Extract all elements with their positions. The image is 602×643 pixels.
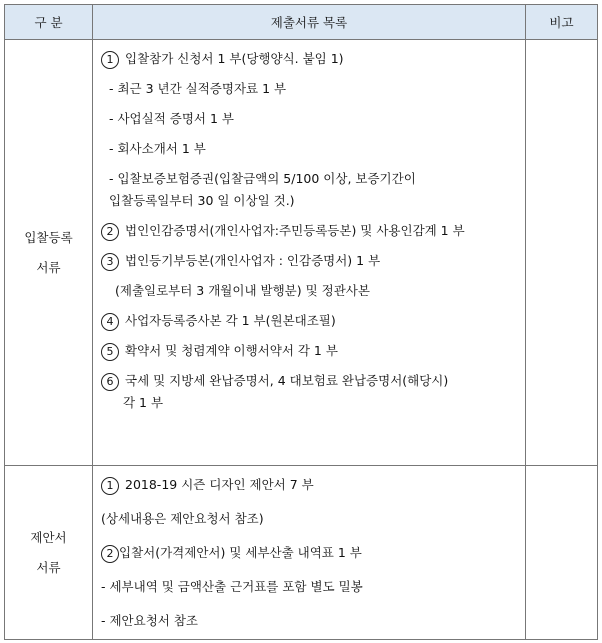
category-cell <box>5 466 93 640</box>
list-item-text: 국세 및 지방세 완납증명서, 4 대보험료 완납증명서(해당시) <box>125 373 449 388</box>
list-item: (제출일로부터 3 개월이내 발행분) 및 정관사본 <box>115 283 370 298</box>
list-item: - 사업실적 증명서 1 부 <box>109 111 234 126</box>
list-item: (상세내용은 제안요청서 참조) <box>101 511 264 526</box>
list-item-text: - 입찰보증보험증권(입찰금액의 5/100 이상, 보증기간이 <box>109 171 416 186</box>
list-item <box>93 366 525 418</box>
list-item-text: 법인등기부등본(개인사업자 : 인감증명서) 1 부 <box>125 253 381 268</box>
list-item-text: 법인인감증명서(개인사업자:주민등록등본) 및 사용인감계 1 부 <box>125 223 465 238</box>
list-item <box>93 306 525 336</box>
note-cell <box>526 40 598 466</box>
list-item-text: 입찰서(가격제안서) 및 세부산출 내역표 1 부 <box>119 545 362 560</box>
circled-number: 5 <box>101 343 119 361</box>
list-item <box>93 216 525 246</box>
category-label-line1: 입찰등록 <box>24 229 73 245</box>
header-note: 비고 <box>526 5 598 40</box>
list-item-continuation: 입찰등록일부터 30 일 이상일 것.) <box>109 193 295 208</box>
circled-number: 1 <box>101 477 119 495</box>
document-list <box>93 466 526 640</box>
section-proposal <box>5 466 598 640</box>
list-item: - 최근 3 년간 실적증명자료 1 부 <box>109 81 287 96</box>
list-item-text: 2018-19 시즌 디자인 제안서 7 부 <box>125 477 314 492</box>
list-item <box>93 536 525 570</box>
circled-number: 2 <box>101 545 119 563</box>
circled-number: 4 <box>101 313 119 331</box>
category-cell <box>5 40 93 466</box>
list-item-text: 사업자등록증사본 각 1 부(원본대조필) <box>125 313 336 328</box>
list-item <box>93 44 525 74</box>
circled-number: 2 <box>101 223 119 241</box>
list-item: - 세부내역 및 금액산출 근거표를 포함 별도 밀봉 <box>101 579 363 594</box>
list-item <box>93 164 525 216</box>
note-cell <box>526 466 598 640</box>
list-item: - 제안요청서 참조 <box>101 613 198 628</box>
submission-documents-table <box>4 4 598 640</box>
circled-number: 1 <box>101 51 119 69</box>
list-item <box>93 336 525 366</box>
category-label-line2: 서류 <box>36 559 61 575</box>
header-documents: 제출서류 목록 <box>93 5 526 40</box>
list-item: - 회사소개서 1 부 <box>109 141 206 156</box>
circled-number: 3 <box>101 253 119 271</box>
document-list <box>93 40 526 466</box>
list-item <box>93 468 525 502</box>
list-item-continuation: 각 1 부 <box>123 395 164 410</box>
header-row <box>5 5 598 40</box>
section-bid-registration <box>5 40 598 466</box>
category-label-line1: 제안서 <box>30 529 67 545</box>
list-item <box>93 246 525 276</box>
list-item-text: 입찰참가 신청서 1 부(당행양식. 붙임 1) <box>125 51 344 66</box>
circled-number: 6 <box>101 373 119 391</box>
category-label-line2: 서류 <box>36 259 61 275</box>
list-item-text: 확약서 및 청렴계약 이행서약서 각 1 부 <box>125 343 338 358</box>
header-category: 구 분 <box>5 5 93 40</box>
